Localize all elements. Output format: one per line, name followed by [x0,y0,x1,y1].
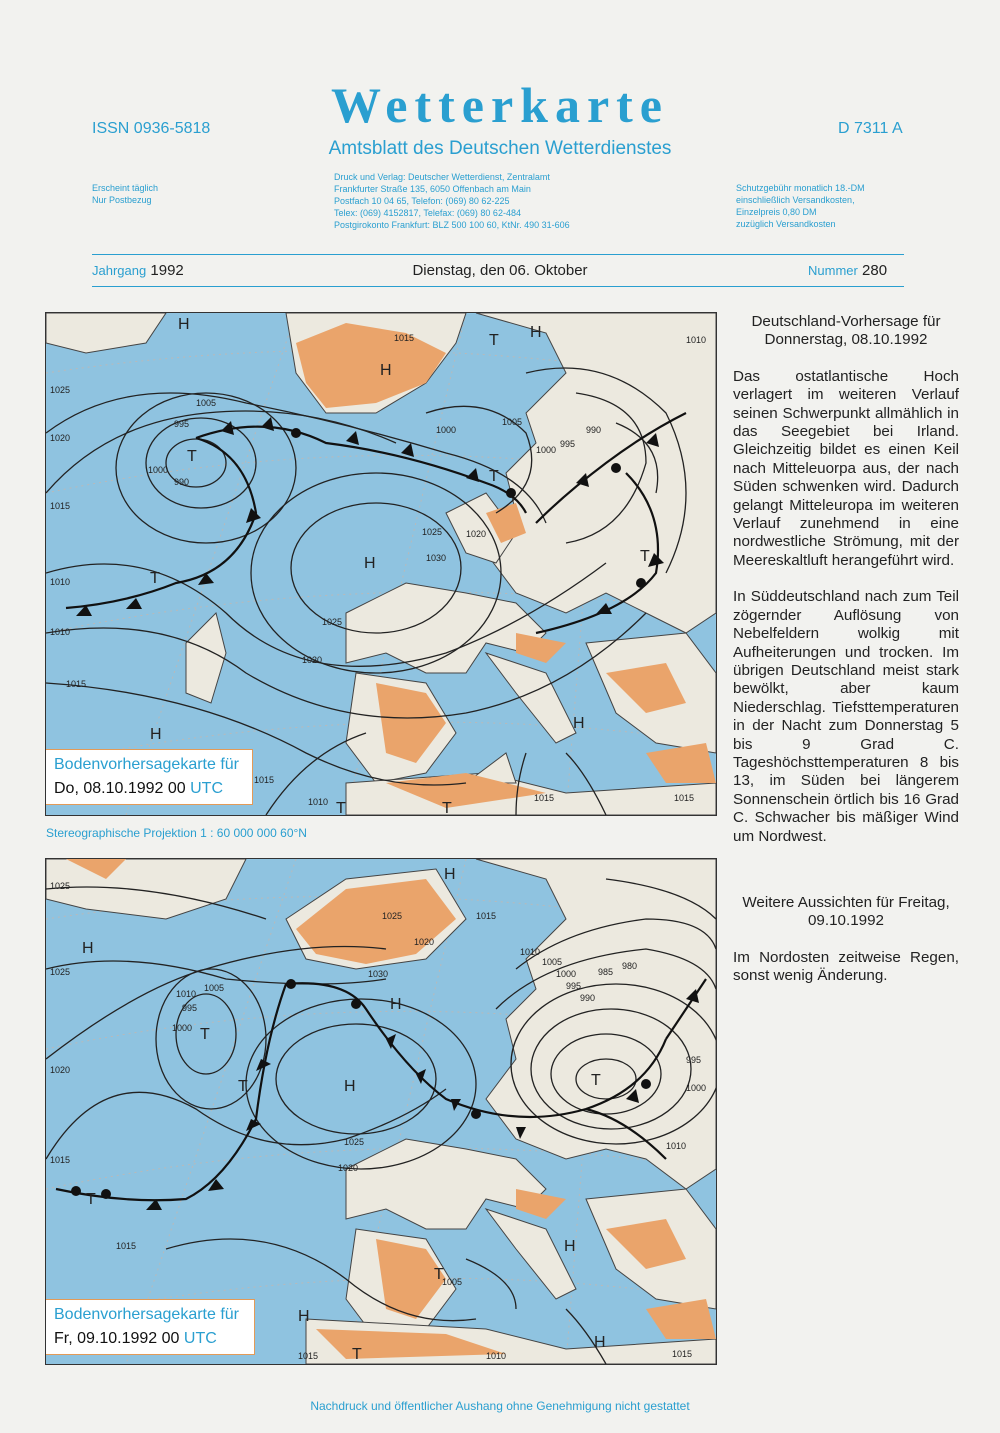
map2-low-label: T [86,1191,96,1208]
header-rule-bottom [92,286,904,287]
isobar-label: 990 [174,477,190,487]
isobar-label: 1005 [196,398,217,408]
issue-number: Nummer 280 [808,262,888,279]
forecast-map-thursday [45,312,717,816]
issue-date: Dienstag, den 06. Oktober [412,262,588,279]
map-friday-drawing [46,859,716,1364]
map1-caption-date: Do, 08.10.1992 00 UTC [54,780,224,797]
isobar-label: 1025 [50,881,71,891]
projection-note: Stereographische Projektion 1 : 60 000 000 60°N [46,826,307,840]
isobar-label: 1005 [542,957,563,967]
isobar-label: 1010 [520,947,541,957]
map2-low-label: T [434,1266,444,1283]
map1-high-label: H [573,715,585,732]
map1-high-label: H [530,324,542,341]
isobar-label: 1025 [344,1137,365,1147]
map2-high-label: H [594,1334,606,1351]
isobar-label: 980 [622,961,638,971]
volume: Jahrgang 1992 [92,262,184,279]
map2-caption [46,1299,255,1355]
map2-high-label: H [444,866,456,883]
map1-low-label: T [187,448,197,465]
map1-high-label: H [364,555,376,572]
isobar-label: 1030 [368,969,389,979]
postal-code: D 7311 A [838,120,903,137]
isobar-label: 1015 [534,793,555,803]
isobar-label: 1020 [50,1065,71,1075]
isobar-label: 1005 [204,983,225,993]
isobar-label: 1015 [50,501,71,511]
map1-low-label: T [442,800,452,815]
map2-caption-title: Bodenvorhersagekarte für [54,1306,239,1323]
isobar-label: 1000 [556,969,577,979]
issn: ISSN 0936-5818 [92,120,211,137]
isobar-label: 990 [586,425,602,435]
isobar-label: 1015 [298,1351,319,1361]
publication-title: Wetterkarte [331,77,669,133]
publisher-info: Druck und Verlag: Deutscher Wetterdienst, Zentralamt Frankfurter Straße 135, 6050 Offenbach am Main Postfach 10 04 65, Telefon: (069) 80 62-225 Telex: (069) 4152817, Telefax: (069) 80 62-484 Postgirokonto Frankfurt: BLZ 500 100 60, KtNr. 490 31-606 [334,172,570,230]
header-rule-top [92,254,904,255]
isobar-label: 1005 [442,1277,463,1287]
isobar-label: 1025 [322,617,343,627]
forecast-map-friday [45,858,717,1365]
outlook-heading: Weitere Aussichten für Freitag, 09.10.1992 [742,893,950,930]
map2-high-label: H [82,940,94,957]
isobar-label: 995 [182,1003,198,1013]
isobar-label: 1025 [422,527,443,537]
map1-low-label: T [150,570,160,587]
isobar-label: 1020 [338,1163,359,1173]
map2-low-label: T [200,1026,210,1043]
isobar-label: 1015 [476,911,497,921]
isobar-label: 1010 [486,1351,507,1361]
forecast-text [733,313,959,986]
isobar-label: 1015 [254,775,275,785]
isobar-label: 995 [686,1055,702,1065]
isobar-label: 990 [580,993,596,1003]
isobar-label: 1020 [50,433,71,443]
forecast-paragraph: In Süddeutschland nach zum Teil zögernder Auflösung von Nebelfeldern wolkig mit Aufheiterungen und trocken. Im übrigen Deutschland meist stark bewölkt, aber kaum Niederschlag. Tiefsttemperaturen in der Nacht zum Donnerstag 5 bis 9 Grad C. Tageshöchsttemperaturen 8 bis 13, im Süden bei längerem Sonnenschein örtlich bis 16 Grad C. Schwacher bis mäßiger Wind um Nordwest. [733,588,959,845]
map2-caption-date: Fr, 09.10.1992 00 UTC [54,1330,217,1347]
map2-high-label: H [564,1238,576,1255]
isobar-label: 1010 [308,797,329,807]
isobar-label: 1020 [466,529,487,539]
map1-low-label: T [336,800,346,815]
map1-caption [46,749,253,805]
outlook-paragraph: Im Nordosten zeitweise Regen, sonst wenig Änderung. [733,948,959,985]
map1-caption-title: Bodenvorhersagekarte für [54,756,239,773]
publication-subtitle: Amtsblatt des Deutschen Wetterdienstes [328,138,672,159]
isobar-label: 1025 [50,967,71,977]
map2-high-label: H [344,1078,356,1095]
isobar-label: 1010 [666,1141,687,1151]
isobar-label: 1015 [50,1155,71,1165]
isobar-label: 1015 [66,679,87,689]
forecast-heading: Deutschland-Vorhersage für Donnerstag, 08.10.1992 [751,313,941,349]
isobar-label: 995 [560,439,576,449]
isobar-label: 1020 [414,937,435,947]
map2-low-label: T [591,1072,601,1089]
map2-high-label: H [298,1308,310,1325]
fee-info: Schutzgebühr monatlich 18.-DM einschließlich Versandkosten, Einzelpreis 0,80 DM zuzüglich Versandkosten [736,183,865,229]
frequency-note: Erscheint täglich Nur Postbezug [92,183,159,205]
isobar-label: 1005 [502,417,523,427]
isobar-label: 1000 [148,465,169,475]
isobar-label: 1015 [672,1349,693,1359]
isobar-label: 1015 [674,793,695,803]
isobar-label: 1010 [176,989,197,999]
isobar-label: 1010 [50,627,71,637]
map-thursday-drawing [46,313,716,815]
isobar-label: 995 [566,981,582,991]
isobar-label: 1010 [50,577,71,587]
map1-high-label: H [150,726,162,743]
isobar-label: 1000 [172,1023,193,1033]
isobar-label: 1000 [436,425,457,435]
isobar-label: 1015 [394,333,415,343]
forecast-paragraph: Das ostatlantische Hoch verlagert im weiteren Verlauf seinen Schwerpunkt allmählich in das Seegebiet bei Irland. Gleichzeitig bildet es einen Keil nach Mitteleuorpa aus, der nach Süden schwenken wird. Dadurch gelangt Mitteleuropa im weiteren Verlauf zunehmend in eine nordwestliche Strömung, mit der Meereskaltluft herangeführt wird. [733,367,959,569]
isobar-label: 995 [174,419,190,429]
copyright-notice: Nachdruck und öffentlicher Aushang ohne Genehmigung nicht gestattet [310,1399,690,1413]
map1-low-label: T [489,468,499,485]
isobar-label: 1025 [50,385,71,395]
map1-low-label: T [640,548,650,565]
map2-high-label: H [390,996,402,1013]
map2-low-label: T [352,1346,362,1363]
map1-high-label: H [380,362,392,379]
isobar-label: 1025 [382,911,403,921]
isobar-label: 1020 [302,655,323,665]
map1-high-label: H [178,316,190,333]
map2-low-label: T [238,1078,248,1095]
isobar-label: 1000 [686,1083,707,1093]
isobar-label: 985 [598,967,614,977]
isobar-label: 1015 [116,1241,137,1251]
isobar-label: 1010 [686,335,707,345]
isobar-label: 1030 [426,553,447,563]
isobar-label: 1000 [536,445,557,455]
map1-low-label: T [489,332,499,349]
